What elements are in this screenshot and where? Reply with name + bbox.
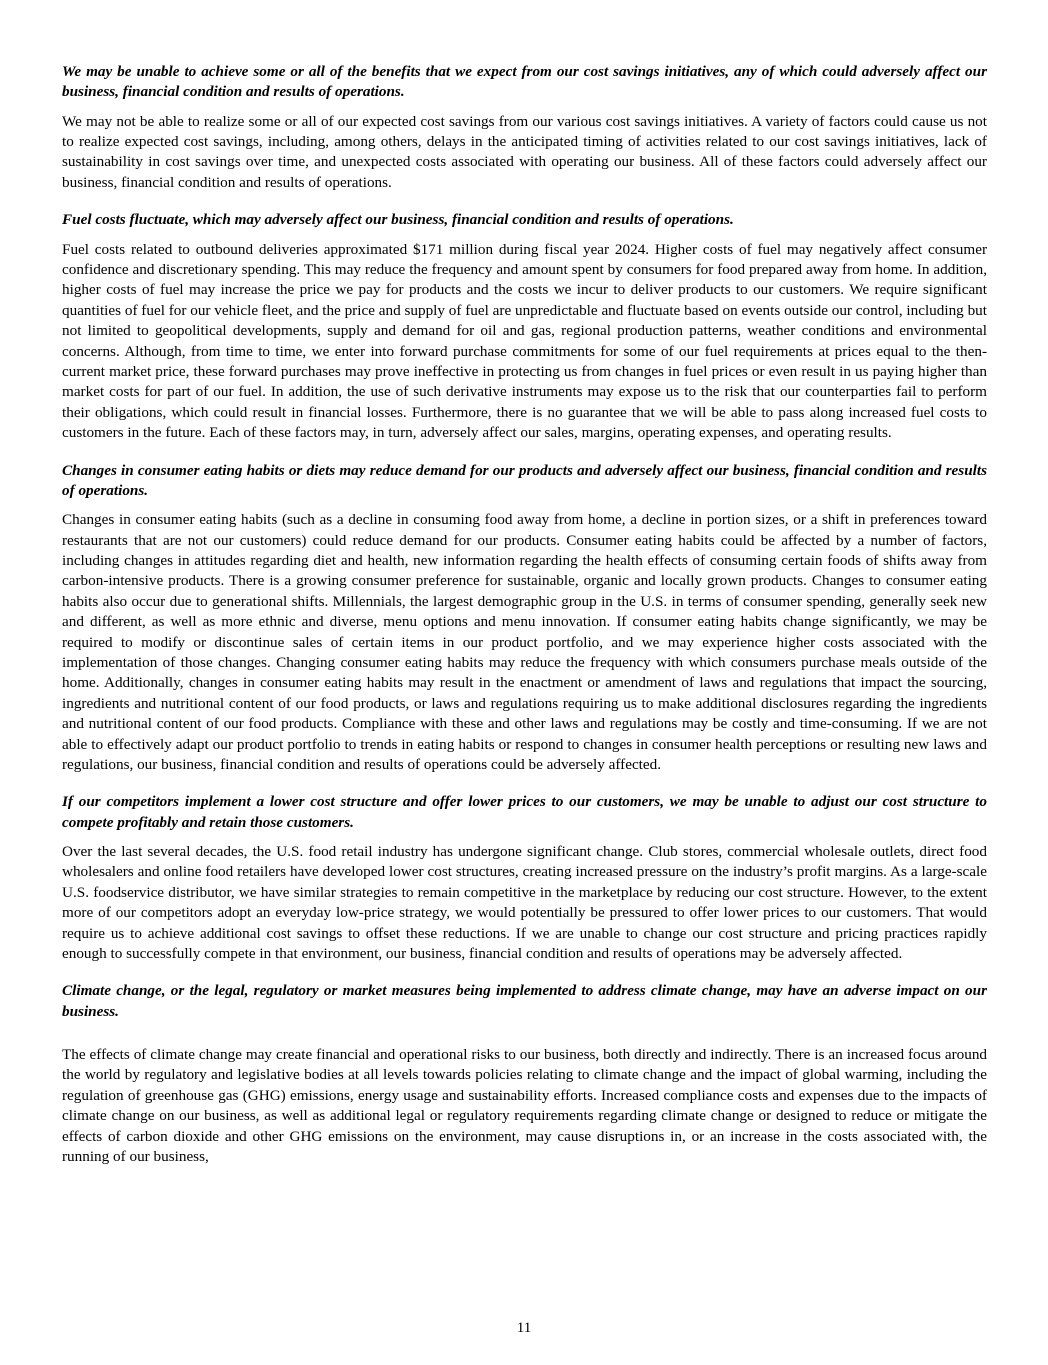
page-number: 11 [516,1319,532,1336]
section-heading: Fuel costs fluctuate, which may adversely affect our business, financial condition and results of operations. [62,211,734,229]
section-consumer-eating-habits [62,461,987,776]
section-heading: Changes in consumer eating habits or diets may reduce demand for our products and adversely affect our business, financial condition and results of operations. [62,461,987,499]
section-heading: Climate change, or the legal, regulatory or market measures being implemented to address climate change, may have an adverse impact on our business. [62,982,987,1020]
document-page [62,62,987,1185]
section-fuel-costs [62,210,987,443]
section-body: Over the last several decades, the U.S. food retail industry has undergone significant change. Club stores, commercial wholesale outlets, direct food wholesalers and online food retailers have developed lower cost structures, creating increased pressure on the industry’s profit margins. As a large-scale U.S. foodservice distributor, we have similar strategies to remain competitive in the marketplace by reducing our cost structure. However, to the extent more of our competitors adopt an everyday low-price strategy, we would potentially be pressured to offer lower prices to our customers. That would require us to achieve additional cost savings to offset these reductions. If we are unable to change our cost structure and pricing practices rapidly enough to successfully compete in that environment, our business, financial condition and results of operations may be adversely affected. [62,843,987,963]
section-body: Changes in consumer eating habits (such as a decline in consuming food away from home, a decline in portion sizes, or a shift in preferences toward restaurants that are not our customers) could reduce demand for our products. Consumer eating habits could be affected by a number of factors, including changes in attitudes regarding diet and health, new information regarding the health effects of consuming certain foods of shifts away from carbon-intensive products. There is a growing consumer preference for sustainable, organic and locally grown products. Changes to consumer eating habits also occur due to generational shifts. Millennials, the largest demographic group in the U.S. in terms of consumer spending, generally seek new and different, as well as more ethnic and diverse, menu options and menu innovation. If consumer eating habits change significantly, we may be required to modify or discontinue sales of certain items in our product portfolio, and we may experience higher costs associated with the implementation of those changes. Changing consumer eating habits may reduce the frequency with which consumers purchase meals outside of the home. Additionally, changes in consumer eating habits may result in the enactment or amendment of laws and regulations that impact the sourcing, ingredients and nutritional content of our food products, or laws and regulations requiring us to make additional disclosures regarding the ingredients and nutritional content of our food products. Compliance with these and other laws and regulations may be costly and time-consuming. If we are not able to effectively adapt our product portfolio to trends in eating habits or respond to changes in consumer health perceptions or resulting new laws and regulations, our business, financial condition and results of operations could be adversely affected. [62,511,987,774]
section-body: The effects of climate change may create financial and operational risks to our business, both directly and indirectly. There is an increased focus around the world by regulatory and legislative bodies at all levels towards policies relating to climate change and the impact of global warming, including the regulation of greenhouse gas (GHG) emissions, energy usage and sustainability efforts. Increased compliance costs and expenses due to the impacts of climate change on our business, as well as additional legal or regulatory requirements regarding climate change or designed to reduce or mitigate the effects of carbon dioxide and other GHG emissions on the environment, may cause disruptions in, or an increase in the costs associated with, the running of our business, [62,1046,987,1166]
section-heading: We may be unable to achieve some or all of the benefits that we expect from our cost savings initiatives, any of which could adversely affect our business, financial condition and results of operations. [62,63,987,101]
section-body: Fuel costs related to outbound deliveries approximated $171 million during fiscal year 2024. Higher costs of fuel may negatively affect consumer confidence and discretionary spending. This may reduce the frequency and amount spent by consumers for food prepared away from home. In addition, higher costs of fuel may increase the price we pay for products and the costs we incur to deliver products to our customers. We require significant quantities of fuel for our vehicle fleet, and the price and supply of fuel are unpredictable and fluctuate based on events outside our control, including but not limited to geopolitical developments, supply and demand for oil and gas, regional production patterns, weather conditions and environmental concerns. Although, from time to time, we enter into forward purchase commitments for some of our fuel requirements at prices equal to the then-current market price, these forward purchases may prove ineffective in protecting us from changes in fuel prices or even result in us paying higher than market costs for part of our fuel. In addition, the use of such derivative instruments may expose us to the risk that our counterparties fail to perform their obligations, which could result in financial losses. Furthermore, there is no guarantee that we will be able to pass along increased fuel costs to customers in the future. Each of these factors may, in turn, adversely affect our sales, margins, operating expenses, and operating results. [62,240,987,442]
section-heading: If our competitors implement a lower cost structure and offer lower prices to our customers, we may be unable to adjust our cost structure to compete profitably and retain those customers. [62,793,987,831]
section-body: We may not be able to realize some or all of our expected cost savings from our various cost savings initiatives. A variety of factors could cause us not to realize expected cost savings, including, among others, delays in the anticipated timing of activities related to our cost savings initiatives, lack of sustainability in cost savings over time, and unexpected costs associated with operating our business. All of these factors could adversely affect our business, financial condition and results of operations. [62,112,987,191]
section-cost-savings [62,62,987,193]
section-climate-change [62,981,987,1167]
section-competitors-cost-structure [62,792,987,964]
